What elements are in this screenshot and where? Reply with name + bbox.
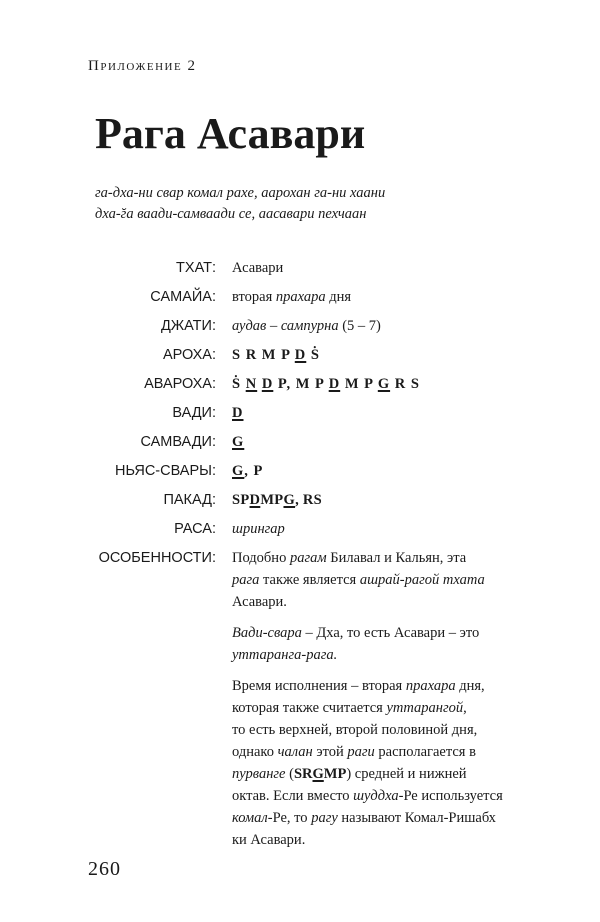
text: которая также считается — [232, 700, 387, 716]
text: располагается в — [374, 744, 476, 760]
label-pakad: ПАКАД: — [163, 492, 216, 508]
value-samaya — [232, 286, 532, 308]
komal-note: D — [328, 376, 341, 392]
line: Асавари. — [232, 594, 287, 610]
line — [232, 763, 532, 785]
label-jati: ДЖАТИ: — [160, 318, 216, 334]
value-features — [232, 547, 532, 860]
italic-text: уттарангой — [386, 700, 464, 716]
note: , P — [244, 463, 264, 479]
line — [232, 622, 532, 644]
text: ) средней и нижней — [346, 766, 467, 782]
label-aroha: АРОХА: — [162, 347, 216, 363]
value-samvadi — [232, 431, 532, 453]
value-jati — [232, 315, 532, 337]
label-nyas: НЬЯС-СВАРЫ: — [115, 463, 216, 479]
value-pakad — [232, 489, 532, 511]
row-samvadi — [0, 431, 600, 453]
italic-text: комал — [232, 810, 268, 826]
row-jati — [0, 315, 600, 337]
row-avaroha — [0, 373, 600, 395]
line — [232, 675, 532, 697]
note: M P — [340, 376, 378, 392]
note: MP — [260, 492, 284, 508]
value-vadi — [232, 402, 532, 424]
value-aroha — [232, 344, 532, 366]
value-rasa: шрингар — [232, 521, 285, 537]
line — [232, 785, 532, 807]
label-features: ОСОБЕННОСТИ: — [98, 550, 216, 566]
text: Подобно — [232, 550, 290, 566]
label-avaroha: АВАРОХА: — [144, 376, 216, 392]
epigraph — [95, 183, 385, 225]
italic-text: рагу — [311, 810, 338, 826]
italic-text: прахара — [275, 289, 326, 305]
label-samaya: САМАЙА: — [150, 289, 216, 305]
label-thaat: ТХАТ: — [176, 260, 216, 276]
italic-text: ашрай-рагой тхата — [359, 572, 485, 588]
row-nyas — [0, 460, 600, 482]
note: R S — [390, 376, 420, 392]
epigraph-line: дха-̆га ваади-самваади се, аасавари пехчаан — [95, 206, 367, 222]
value-nyas — [232, 460, 532, 482]
text: -Ре, то — [267, 810, 312, 826]
row-aroha — [0, 344, 600, 366]
row-rasa — [0, 518, 600, 540]
text: вторая — [232, 289, 276, 305]
komal-note: G — [232, 434, 245, 450]
komal-note: D — [294, 347, 307, 363]
running-header: Приложение 2 — [88, 58, 197, 74]
note: P, M P — [273, 376, 329, 392]
komal-note: G — [377, 376, 391, 392]
text: называют Комал-Ришабх — [337, 810, 496, 826]
line — [232, 547, 532, 569]
italic-text: чалан — [277, 744, 313, 760]
text: -Ре используется — [398, 788, 503, 804]
komal-note: D — [249, 492, 261, 508]
text: Билавал и Кальян, эта — [326, 550, 467, 566]
line — [232, 569, 532, 591]
text: – Дха, то есть Асавари – это — [301, 625, 480, 641]
komal-note: G — [283, 492, 296, 508]
label-vadi: ВАДИ: — [172, 405, 216, 421]
paragraph — [232, 547, 532, 613]
italic-text: рагам — [289, 550, 327, 566]
komal-note: G — [312, 766, 324, 782]
line: уттаранга-рага. — [232, 647, 338, 663]
italic-text: шуддха — [353, 788, 399, 804]
text: октав. Если вместо — [232, 788, 354, 804]
line: то есть верхней, второй половиной дня, — [232, 722, 478, 738]
line: ки Асавари. — [232, 832, 306, 848]
komal-note: D — [232, 405, 244, 421]
komal-note: G — [232, 463, 245, 479]
line — [232, 807, 532, 829]
raga-attributes — [0, 257, 600, 867]
value-avaroha — [232, 373, 532, 395]
italic-text: пурванге — [232, 766, 286, 782]
note: SP — [232, 492, 250, 508]
note: SR — [293, 766, 313, 782]
text: Время исполнения – вторая — [232, 678, 406, 694]
text: этой — [312, 744, 348, 760]
text: однако — [232, 744, 278, 760]
page-number: 260 — [88, 858, 121, 880]
komal-note: D — [261, 376, 274, 392]
label-rasa: РАСА: — [174, 521, 216, 537]
text: дня — [325, 289, 352, 305]
italic-text: аудав – сампурна — [232, 318, 339, 334]
komal-note: N — [245, 376, 258, 392]
italic-text: Вади-свара — [232, 625, 302, 641]
text: дня, — [455, 678, 485, 694]
note: Ṡ — [306, 347, 320, 363]
row-pakad — [0, 489, 600, 511]
italic-text: рага — [232, 572, 260, 588]
page-title: Рага Асавари — [95, 109, 366, 158]
row-vadi — [0, 402, 600, 424]
italic-text: раги — [347, 744, 375, 760]
line — [232, 741, 532, 763]
text: также является — [259, 572, 360, 588]
text: (5 – 7) — [338, 318, 381, 334]
note: MP — [323, 766, 347, 782]
epigraph-line: га-дха-ни свар комал рахе, аарохан га-ни хаани — [95, 185, 386, 201]
row-thaat — [0, 257, 600, 279]
value-thaat: Асавари — [232, 260, 284, 276]
note: S R M P — [232, 347, 295, 363]
note: Ṡ — [232, 376, 246, 392]
note: , RS — [295, 492, 323, 508]
line: которая также считается уттарангой, — [232, 700, 467, 716]
italic-text: прахара — [405, 678, 456, 694]
row-samaya — [0, 286, 600, 308]
row-features — [0, 547, 600, 860]
text: ( — [285, 766, 294, 782]
label-samvadi: САМВАДИ: — [140, 434, 216, 450]
paragraph — [232, 675, 532, 851]
paragraph — [232, 622, 532, 666]
